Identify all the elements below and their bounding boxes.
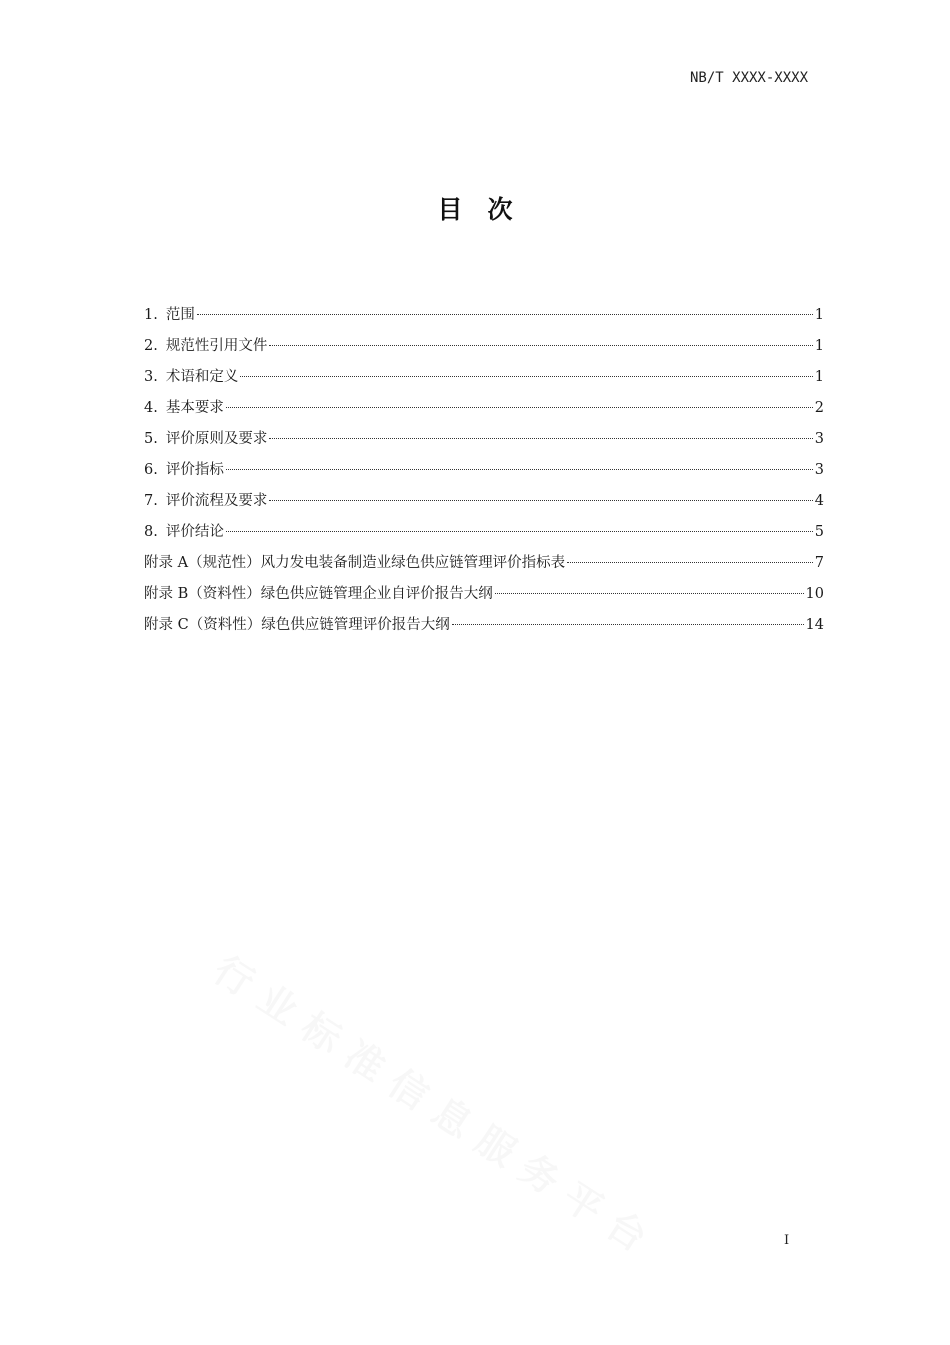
toc-entry[interactable]	[144, 364, 824, 395]
toc-entry-number: 7.	[144, 493, 158, 509]
dot-leader	[452, 624, 804, 625]
toc-entry-number: 8.	[144, 524, 158, 540]
toc-entry-appendix-c[interactable]	[144, 612, 824, 643]
toc-entry-page: 10	[805, 586, 824, 602]
toc-entry-label: 评价结论	[165, 524, 224, 540]
page-title: 目 次	[437, 195, 513, 224]
toc-entry[interactable]	[144, 395, 824, 426]
toc-entry-page: 5	[814, 524, 824, 540]
toc-entry-number: 5.	[144, 431, 158, 447]
toc-entry-label: 范围	[165, 307, 195, 323]
toc-entry-number: 2.	[144, 338, 158, 354]
standard-code: NB/T XXXX-XXXX	[690, 70, 809, 86]
toc-list	[144, 302, 824, 643]
toc-entry-label: 评价流程及要求	[165, 493, 268, 509]
toc-entry-label: 术语和定义	[165, 369, 239, 385]
toc-entry[interactable]	[144, 519, 824, 550]
toc-entry-number: 3.	[144, 369, 158, 385]
toc-entry-appendix-b[interactable]	[144, 581, 824, 612]
toc-entry[interactable]	[144, 426, 824, 457]
toc-entry-page: 2	[814, 400, 824, 416]
toc-entry-label: 规范性引用文件	[165, 338, 268, 354]
toc-entry-label: 附录 B（资料性）绿色供应链管理企业自评价报告大纲	[144, 586, 493, 602]
dot-leader	[226, 469, 813, 470]
dot-leader	[495, 593, 804, 594]
dot-leader	[269, 345, 812, 346]
dot-leader	[226, 531, 813, 532]
dot-leader	[567, 562, 813, 563]
page-number: I	[784, 1233, 790, 1248]
toc-entry-page: 1	[814, 338, 824, 354]
toc-entry-label: 附录 C（资料性）绿色供应链管理评价报告大纲	[144, 617, 450, 633]
watermark: 行业标准信息服务平台	[206, 947, 667, 1268]
toc-entry[interactable]	[144, 333, 824, 364]
dot-leader	[226, 407, 813, 408]
toc-entry-page: 3	[814, 431, 824, 447]
toc-entry[interactable]	[144, 488, 824, 519]
toc-entry-label: 基本要求	[165, 400, 224, 416]
toc-entry[interactable]	[144, 457, 824, 488]
toc-entry-label: 评价原则及要求	[165, 431, 268, 447]
dot-leader	[269, 500, 812, 501]
toc-entry-label: 评价指标	[165, 462, 224, 478]
toc-entry-appendix-a[interactable]	[144, 550, 824, 581]
toc-entry-page: 4	[814, 493, 824, 509]
toc-entry-page: 1	[814, 307, 824, 323]
toc-entry[interactable]	[144, 302, 824, 333]
toc-entry-number: 6.	[144, 462, 158, 478]
toc-entry-page: 3	[814, 462, 824, 478]
toc-entry-page: 14	[805, 617, 824, 633]
dot-leader	[269, 438, 812, 439]
toc-entry-page: 1	[814, 369, 824, 385]
toc-entry-number: 1.	[144, 307, 158, 323]
toc-entry-page: 7	[814, 555, 824, 571]
toc-entry-label: 附录 A（规范性）风力发电装备制造业绿色供应链管理评价指标表	[144, 555, 566, 571]
toc-entry-number: 4.	[144, 400, 158, 416]
dot-leader	[240, 376, 812, 377]
dot-leader	[197, 314, 813, 315]
